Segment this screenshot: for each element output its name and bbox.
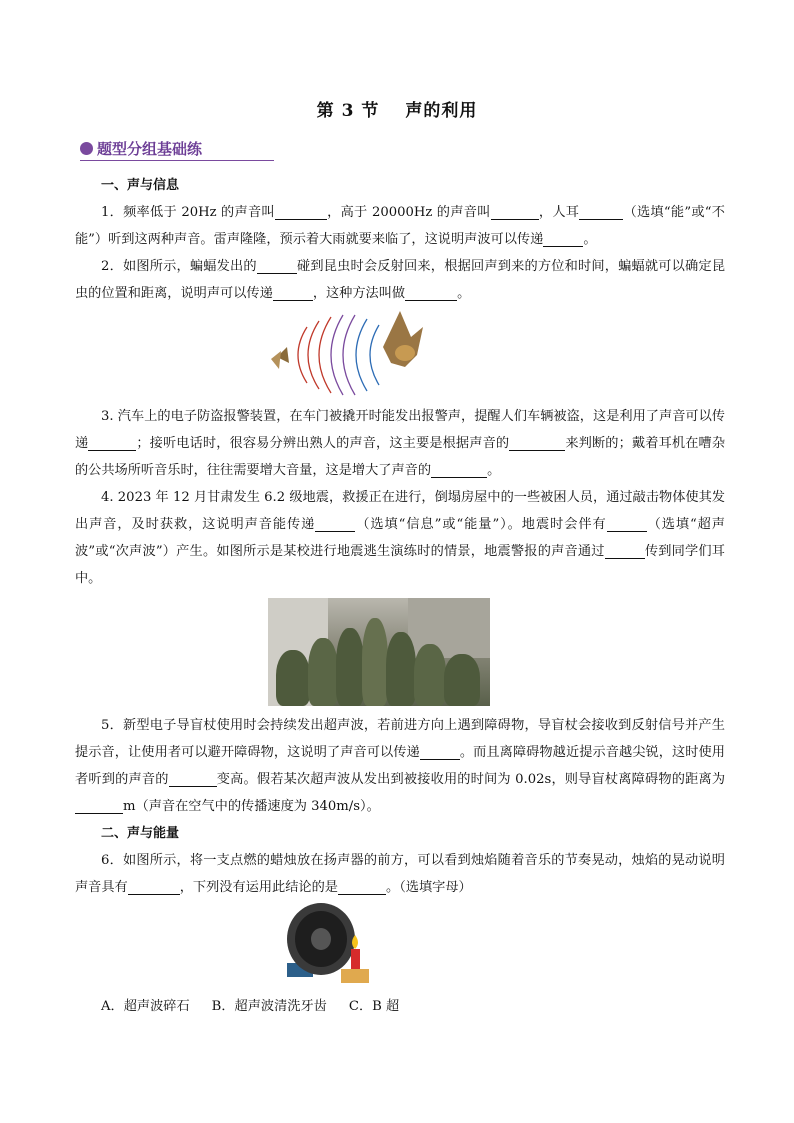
answer-blank[interactable] xyxy=(257,257,297,274)
question-6: 6．如图所示，将一支点燃的蜡烛放在扬声器的前方，可以看到烛焰随着音乐的节奏晃动，烛焰的晃动说明声音具有 ，下列没有运用此结论的是 。（选填字母） xyxy=(75,853,725,895)
answer-blank[interactable] xyxy=(605,542,645,559)
bat-icon xyxy=(383,311,423,367)
moth-icon xyxy=(271,347,289,369)
answer-blank[interactable] xyxy=(420,743,460,760)
answer-blank[interactable] xyxy=(275,203,327,220)
bat-echo-illustration xyxy=(75,307,725,403)
answer-options xyxy=(101,993,725,1020)
answer-blank[interactable] xyxy=(273,284,313,301)
question-5: 5．新型电子导盲杖使用时会持续发出超声波，若前进方向上遇到障碍物，导盲杖会接收到反射信号并产生提示音，让使用者可以避开障碍物，这说明了声音可以传递 。而且离障碍物越近提示音越尖锐，这时使用者听到的声音的 变高。假若某次超声波从发出到被接收用的时间为 0.02s，则导盲杖离障碍物的距离为m（声音在空气中的传播速度为 340m/s）。 xyxy=(75,718,726,814)
option-c[interactable]: C．B 超 xyxy=(348,999,400,1014)
answer-blank[interactable] xyxy=(315,515,355,532)
earthquake-drill-figure xyxy=(75,592,725,712)
question-list xyxy=(75,172,725,1020)
speaker-icon xyxy=(287,903,355,977)
section-number: 第 3 节 xyxy=(316,101,380,121)
bat-echolocation-figure xyxy=(75,307,725,403)
answer-blank[interactable] xyxy=(607,515,647,532)
answer-blank[interactable] xyxy=(579,203,623,220)
question-3: 3. 汽车上的电子防盗报警装置，在车门被撬开时能发出报警声，提醒人们车辆被盗，这是利用了声音可以传递 ；接听电话时，很容易分辨出熟人的声音，这主要是根据声音的 来判断的；戴着耳机在嘈杂的公共场所听音乐时，往往需要增大音量，这是增大了声音的 。 xyxy=(75,409,726,478)
speaker-candle-figure xyxy=(75,901,725,993)
bullet-dot-icon xyxy=(80,142,93,155)
answer-blank[interactable] xyxy=(405,284,457,301)
part-heading-info: 一、声与信息 xyxy=(101,178,180,193)
answer-blank[interactable] xyxy=(75,797,123,814)
answer-blank[interactable] xyxy=(169,770,217,787)
sound-wave-icon xyxy=(298,315,379,395)
banner-label: 题型分组基础练 xyxy=(97,140,203,158)
answer-blank[interactable] xyxy=(88,434,136,451)
answer-blank[interactable] xyxy=(543,230,583,247)
answer-blank[interactable] xyxy=(491,203,539,220)
part-heading-energy: 二、声与能量 xyxy=(101,826,180,841)
question-1: 1．频率低于 20Hz 的声音叫 ，高于 20000Hz 的声音叫 ，人耳 （选填“能”或“不能”）听到这两种声音。雷声隆隆，预示着大雨就要来临了，这说明声波可以传递 。 xyxy=(75,205,725,247)
speaker-candle-illustration xyxy=(75,901,725,993)
option-a[interactable]: A．超声波碎石 xyxy=(101,999,190,1014)
earthquake-drill-photo xyxy=(268,598,490,706)
answer-blank[interactable] xyxy=(128,878,180,895)
answer-blank[interactable] xyxy=(431,461,487,478)
section-name: 声的利用 xyxy=(405,101,478,121)
question-4: 4. 2023 年 12 月甘肃发生 6.2 级地震，救援正在进行，倒塌房屋中的一些被困人员，通过敲击物体使其发出声音，及时获救，这说明声音能传递 （选填“信息”或“能量”）。地震时会伴有 （选填“超声波”或“次声波”）产生。如图所示是某校进行地震逃生演练时的情景，地震警报的声音通过 传到同学们耳中。 xyxy=(75,490,725,586)
option-b[interactable]: B．超声波清洗牙齿 xyxy=(211,999,327,1014)
answer-blank[interactable] xyxy=(338,878,386,895)
answer-blank[interactable] xyxy=(509,434,565,451)
page-title xyxy=(0,96,794,121)
question-2: 2．如图所示，蝙蝠发出的 碰到昆虫时会反射回来，根据回声到来的方位和时间，蝙蝠就可以确定昆虫的位置和距离，说明声可以传递 ，这种方法叫做 。 xyxy=(75,259,726,301)
section-banner xyxy=(80,138,274,161)
